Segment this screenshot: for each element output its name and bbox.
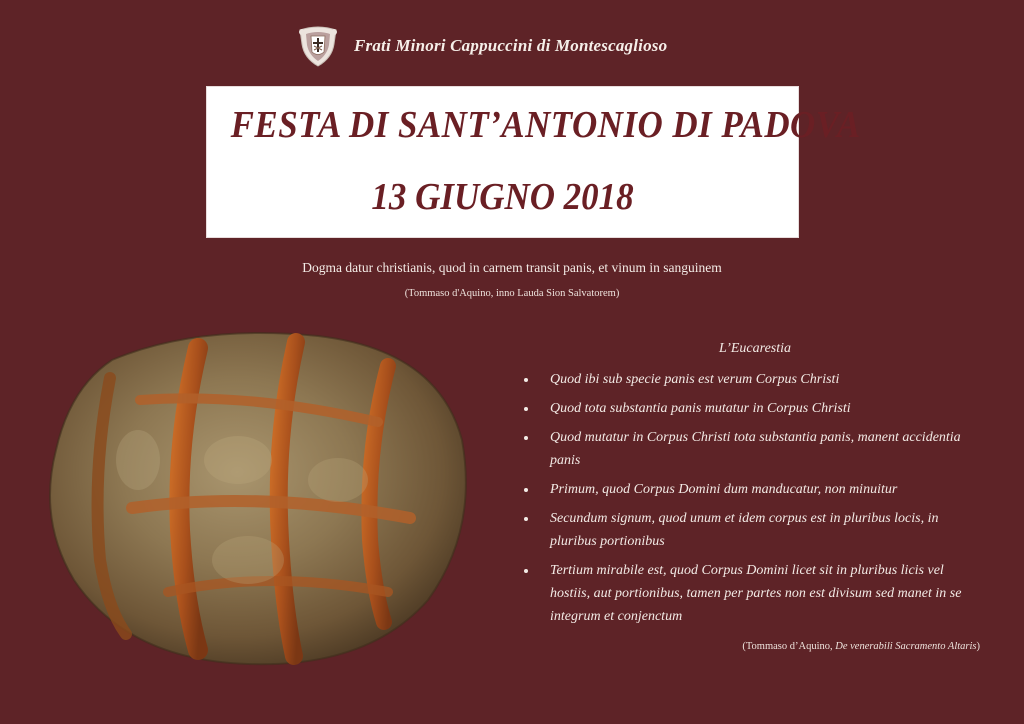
latin-quote: Dogma datur christianis, quod in carnem transit panis, et vinum in sanguinem <box>302 260 722 275</box>
page-title: FESTA DI SANT’ANTONIO DI PADOVA <box>230 104 861 146</box>
bread-image <box>48 330 472 668</box>
franciscan-crest-icon <box>294 24 342 68</box>
list-item <box>522 559 972 628</box>
source-author: (Tommaso d’Aquino, <box>742 641 836 652</box>
list-item <box>522 397 972 420</box>
source-end: ) <box>976 641 980 652</box>
list-item-text: Quod mutatur in Corpus Christi tota substantia panis, manent accidentia panis <box>550 430 961 468</box>
bullet-icon <box>524 517 528 521</box>
title-box <box>206 86 861 238</box>
source-work: De venerabili Sacramento Altaris <box>835 641 977 652</box>
bullet-icon <box>524 488 528 492</box>
list-item-text: Quod ibi sub specie panis est verum Corpus Christi <box>550 372 840 387</box>
bullet-icon <box>524 378 528 382</box>
bullet-icon <box>524 569 528 573</box>
list-item <box>522 368 972 391</box>
eucaristia-list <box>522 368 972 634</box>
event-date: 13 GIUGNO 2018 <box>371 176 634 218</box>
list-item <box>522 507 972 553</box>
organization-name: Frati Minori Cappuccini di Montescaglioso <box>354 36 668 55</box>
organization-header <box>294 24 667 68</box>
eucaristia-source <box>742 641 980 652</box>
eucaristia-heading: L’Eucarestia <box>718 341 792 356</box>
list-item-text: Secundum signum, quod unum et idem corpus est in pluribus locis, in pluribus portionibus <box>550 511 939 549</box>
list-item-text: Primum, quod Corpus Domini dum manducatur, non minuitur <box>550 482 898 497</box>
list-item-text: Quod tota substantia panis mutatur in Corpus Christi <box>550 401 851 416</box>
quote-source: (Tommaso d'Aquino, inno Lauda Sion Salvatorem) <box>404 288 620 299</box>
list-item <box>522 426 972 472</box>
list-item <box>522 478 972 501</box>
bullet-icon <box>524 436 528 440</box>
bullet-icon <box>524 407 528 411</box>
list-item-text: Tertium mirabile est, quod Corpus Domini licet sit in pluribus licis vel hostiis, aut portionibus, tamen per partes non est divisum sed manet in se integrum et conjenctum <box>550 563 962 624</box>
